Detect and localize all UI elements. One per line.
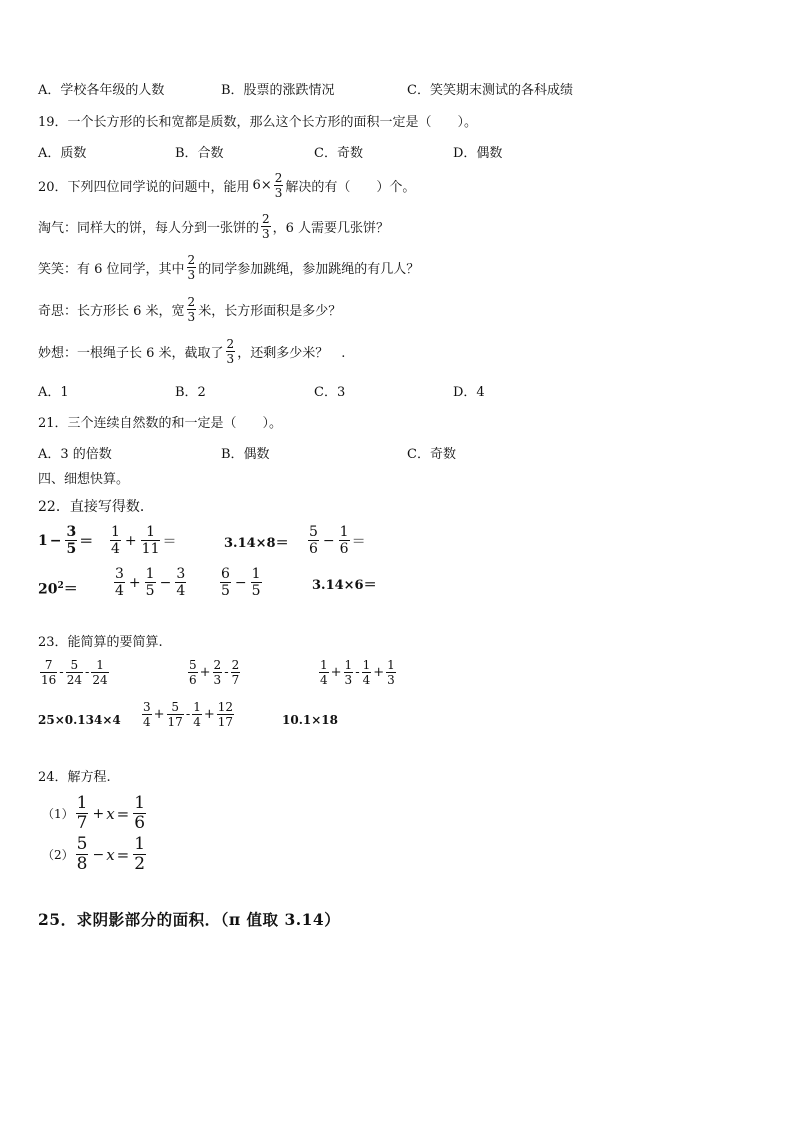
- q20-stem-post: 解决的有（ ）个。: [285, 180, 416, 195]
- q22-expr-2: $\frac{1}{4}$ + $\frac{1}{11}$ ＝: [111, 524, 177, 557]
- q24-equation-2: （2） $\frac{5}{8}$ − x = $\frac{1}{2}$: [42, 834, 146, 874]
- q18-option-c: C．笑笑期末测试的各科成绩: [407, 83, 573, 98]
- q23-expr-3: $\frac{1}{4}$ + $\frac{1}{3}$ - $\frac{1}{4}$ + $\frac{1}{3}$: [320, 658, 395, 687]
- q24-equation-1: （1） $\frac{1}{7}$ + x = $\frac{1}{6}$: [42, 793, 146, 833]
- q23-title: 23．能简算的要简算.: [38, 635, 163, 650]
- xiaoxiao-fraction: $\frac{2}{3}$: [187, 253, 196, 282]
- q23-expr-4: 25×0.134×4: [38, 713, 121, 727]
- q23-expr-1: $\frac{7}{16}$ - $\frac{5}{24}$ - $\frac{1}{24}$: [41, 658, 108, 687]
- q20-option-b: B．2: [175, 385, 206, 400]
- q22-expr-1: 1 − $\frac{3}{5}$ ＝: [38, 524, 94, 557]
- q20-fraction: $\frac{2}{3}$: [274, 171, 283, 200]
- q22-title: 22．直接写得数．: [38, 499, 154, 515]
- q22-expr-7: $\frac{6}{5}$ − $\frac{1}{5}$: [221, 566, 261, 599]
- q21-option-c: C．奇数: [407, 447, 456, 462]
- miaoxiang-fraction: $\frac{2}{3}$: [226, 337, 235, 366]
- q20-qisi: 奇思：长方形长 6 米，宽 $\frac{2}{3}$ 米，长方形面积是多少？: [38, 295, 342, 324]
- taoqi-fraction: $\frac{2}{3}$: [262, 212, 270, 241]
- q20-taoqi: 淘气：同样大的饼，每人分到一张饼的 $\frac{2}{3}$ ，6 人需要几张饼？: [38, 212, 390, 241]
- q23-expr-2: $\frac{5}{6}$ + $\frac{2}{3}$ - $\frac{2}{7}$: [189, 658, 240, 687]
- q22-expr-6: $\frac{3}{4}$ + $\frac{1}{5}$ − $\frac{3}{4}$: [115, 566, 186, 599]
- q20-option-c: C．3: [314, 385, 346, 400]
- q19-option-c: C．奇数: [314, 146, 363, 161]
- q20-stem-pre: 20．下列四位同学说的问题中，能用: [38, 180, 250, 195]
- q18-option-b: B．股票的涨跌情况: [221, 83, 335, 98]
- q20-option-a: A．1: [38, 385, 69, 400]
- q19-stem: 19．一个长方形的长和宽都是质数，那么这个长方形的面积一定是（ ）。: [38, 115, 478, 130]
- q21-option-b: B．偶数: [221, 447, 270, 462]
- q20-option-d: D．4: [453, 385, 485, 400]
- q22-expr-5: $20^2=$: [38, 581, 78, 598]
- q21-option-a: A．3 的倍数: [38, 447, 112, 462]
- q24-title: 24．解方程.: [38, 770, 111, 785]
- q23-expr-6: 10.1×18: [282, 713, 338, 727]
- section-4-heading: 四、细想快算。: [38, 472, 130, 487]
- q19-option-d: D．偶数: [453, 146, 503, 161]
- q22-expr-3: 3.14×8＝: [224, 536, 289, 551]
- q18-option-a: A．学校各年级的人数: [38, 83, 165, 98]
- q23-expr-5: $\frac{3}{4}$ + $\frac{5}{17}$ - $\frac{1}{4}$ + $\frac{12}{17}$: [143, 700, 234, 729]
- q22-expr-4: $\frac{5}{6}$ − $\frac{1}{6}$ ＝: [309, 524, 366, 557]
- q22-expr-8: 3.14×6＝: [312, 578, 377, 593]
- q20-stem-times: ×: [260, 178, 272, 193]
- q20-stem-six: 6: [252, 178, 261, 193]
- qisi-fraction: $\frac{2}{3}$: [187, 295, 196, 324]
- q20-stem: [38, 172, 415, 199]
- q20-xiaoxiao: 笑笑：有 6 位同学，其中 $\frac{2}{3}$ 的同学参加跳绳，参加跳绳的有几人？: [38, 253, 420, 282]
- q19-option-b: B．合数: [175, 146, 224, 161]
- q25-stem: 25．求阴影部分的面积．（π 值取 3.14）: [38, 910, 341, 929]
- q20-miaoxiang: 妙想：一根绳子长 6 米，截取了 $\frac{2}{3}$ ，还剩多少米？ .: [38, 337, 346, 366]
- q19-option-a: A．质数: [38, 146, 87, 161]
- q21-stem: 21．三个连续自然数的和一定是（ ）。: [38, 416, 283, 431]
